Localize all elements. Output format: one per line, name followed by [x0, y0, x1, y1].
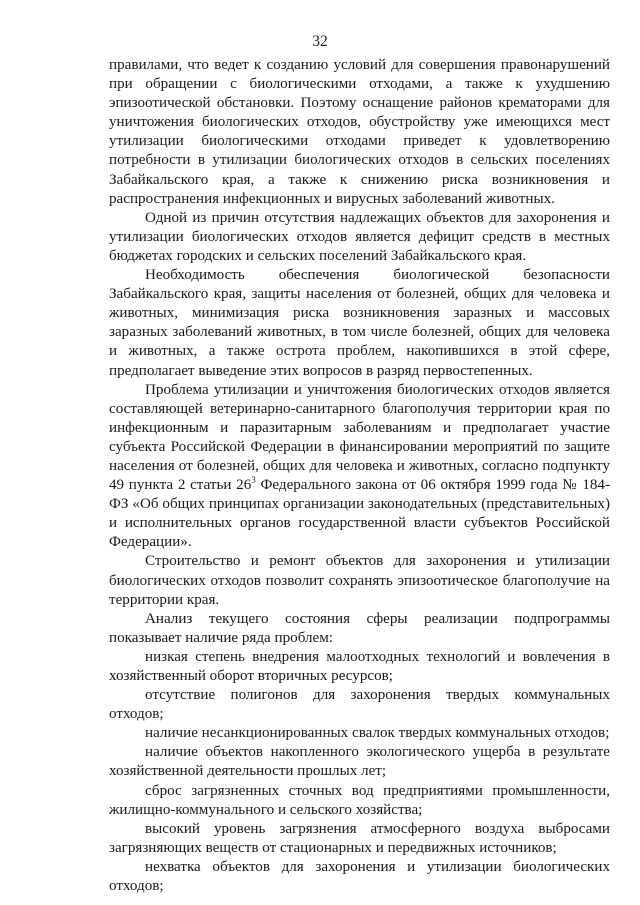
problem-item-5: сброс загрязненных сточных вод предприятиями промышленности, жилищно-коммунального и сельского хозяйства; — [109, 782, 610, 818]
problem-item-3: наличие несанкционированных свалок твердых коммунальных отходов; — [145, 725, 610, 742]
paragraph-4-text-b: Федерального закона от 06 октября 1999 года № 184-ФЗ «Об общих принципах организации законодательных (представительных) и исполнительных органов государственной власти субъектов Российской Федерации». — [109, 477, 610, 551]
paragraph-5: Строительство и ремонт объектов для захоронения и утилизации биологических отходов позволит сохранять эпизоотическое благополучие на территории края. — [109, 553, 610, 608]
page-number: 32 — [312, 33, 328, 50]
paragraph-4 — [109, 381, 610, 553]
paragraph-4-superscript: 3 — [251, 475, 256, 486]
problem-item-4: наличие объектов накопленного экологического ущерба в результате хозяйственной деятельности прошлых лет; — [109, 744, 610, 780]
problem-item-6: высокий уровень загрязнения атмосферного воздуха выбросами загрязняющих веществ от стационарных и передвижных источников; — [109, 820, 610, 856]
body-text — [109, 56, 610, 896]
problem-item-7: нехватка объектов для захоронения и утилизации биологических отходов; — [109, 858, 610, 895]
paragraph-1: правилами, что ведет к созданию условий для совершения правонарушений при обращении с биологическими отходами, а также к ухудшению эпизоотической обстановки. Поэтому оснащение районов крематорами для уничтожения биологических отходов, обустройству уже имеющихся мест утилизации биологическими отходами приведет к удовлетворению потребности в утилизации биологических отходов в сельских поселениях Забайкальского края, а также к снижению риска возникновения и распространения инфекционных и вирусных заболеваний животных. — [109, 57, 610, 207]
paragraph-6: Анализ текущего состояния сферы реализации подпрограммы показывает наличие ряда проблем: — [109, 610, 610, 646]
problem-item-2: отсутствие полигонов для захоронения твердых коммунальных отходов; — [109, 687, 610, 723]
problem-item-1: низкая степень внедрения малоотходных технологий и вовлечения в хозяйственный оборот вторичных ресурсов; — [109, 648, 610, 684]
paragraph-4-text-a: Проблема утилизации и уничтожения биологических отходов является составляющей ветеринарно-санитарного благополучия территории края по инфекционным и паразитарным заболеваниям и предполагает участие субъекта Российской Федерации в финансировании мероприятий по защите населения от болезней, общих для человека и животных, согласно подпункту 49 пункта 2 статьи 26 — [109, 381, 610, 494]
paragraph-3: Необходимость обеспечения биологической безопасности Забайкальского края, защиты населения от болезней, общих для человека и животных, минимизация риска возникновения заразных и массовых заразных заболеваний животных, в том числе болезней, общих для человека и животных, а также острота проблем, накопившихся в этой сфере, предполагает выведение этих вопросов в разряд первостепенных. — [109, 267, 610, 379]
paragraph-2: Одной из причин отсутствия надлежащих объектов для захоронения и утилизации биологических отходов является дефицит средств в местных бюджетах городских и сельских поселений Забайкальского края. — [109, 209, 610, 264]
